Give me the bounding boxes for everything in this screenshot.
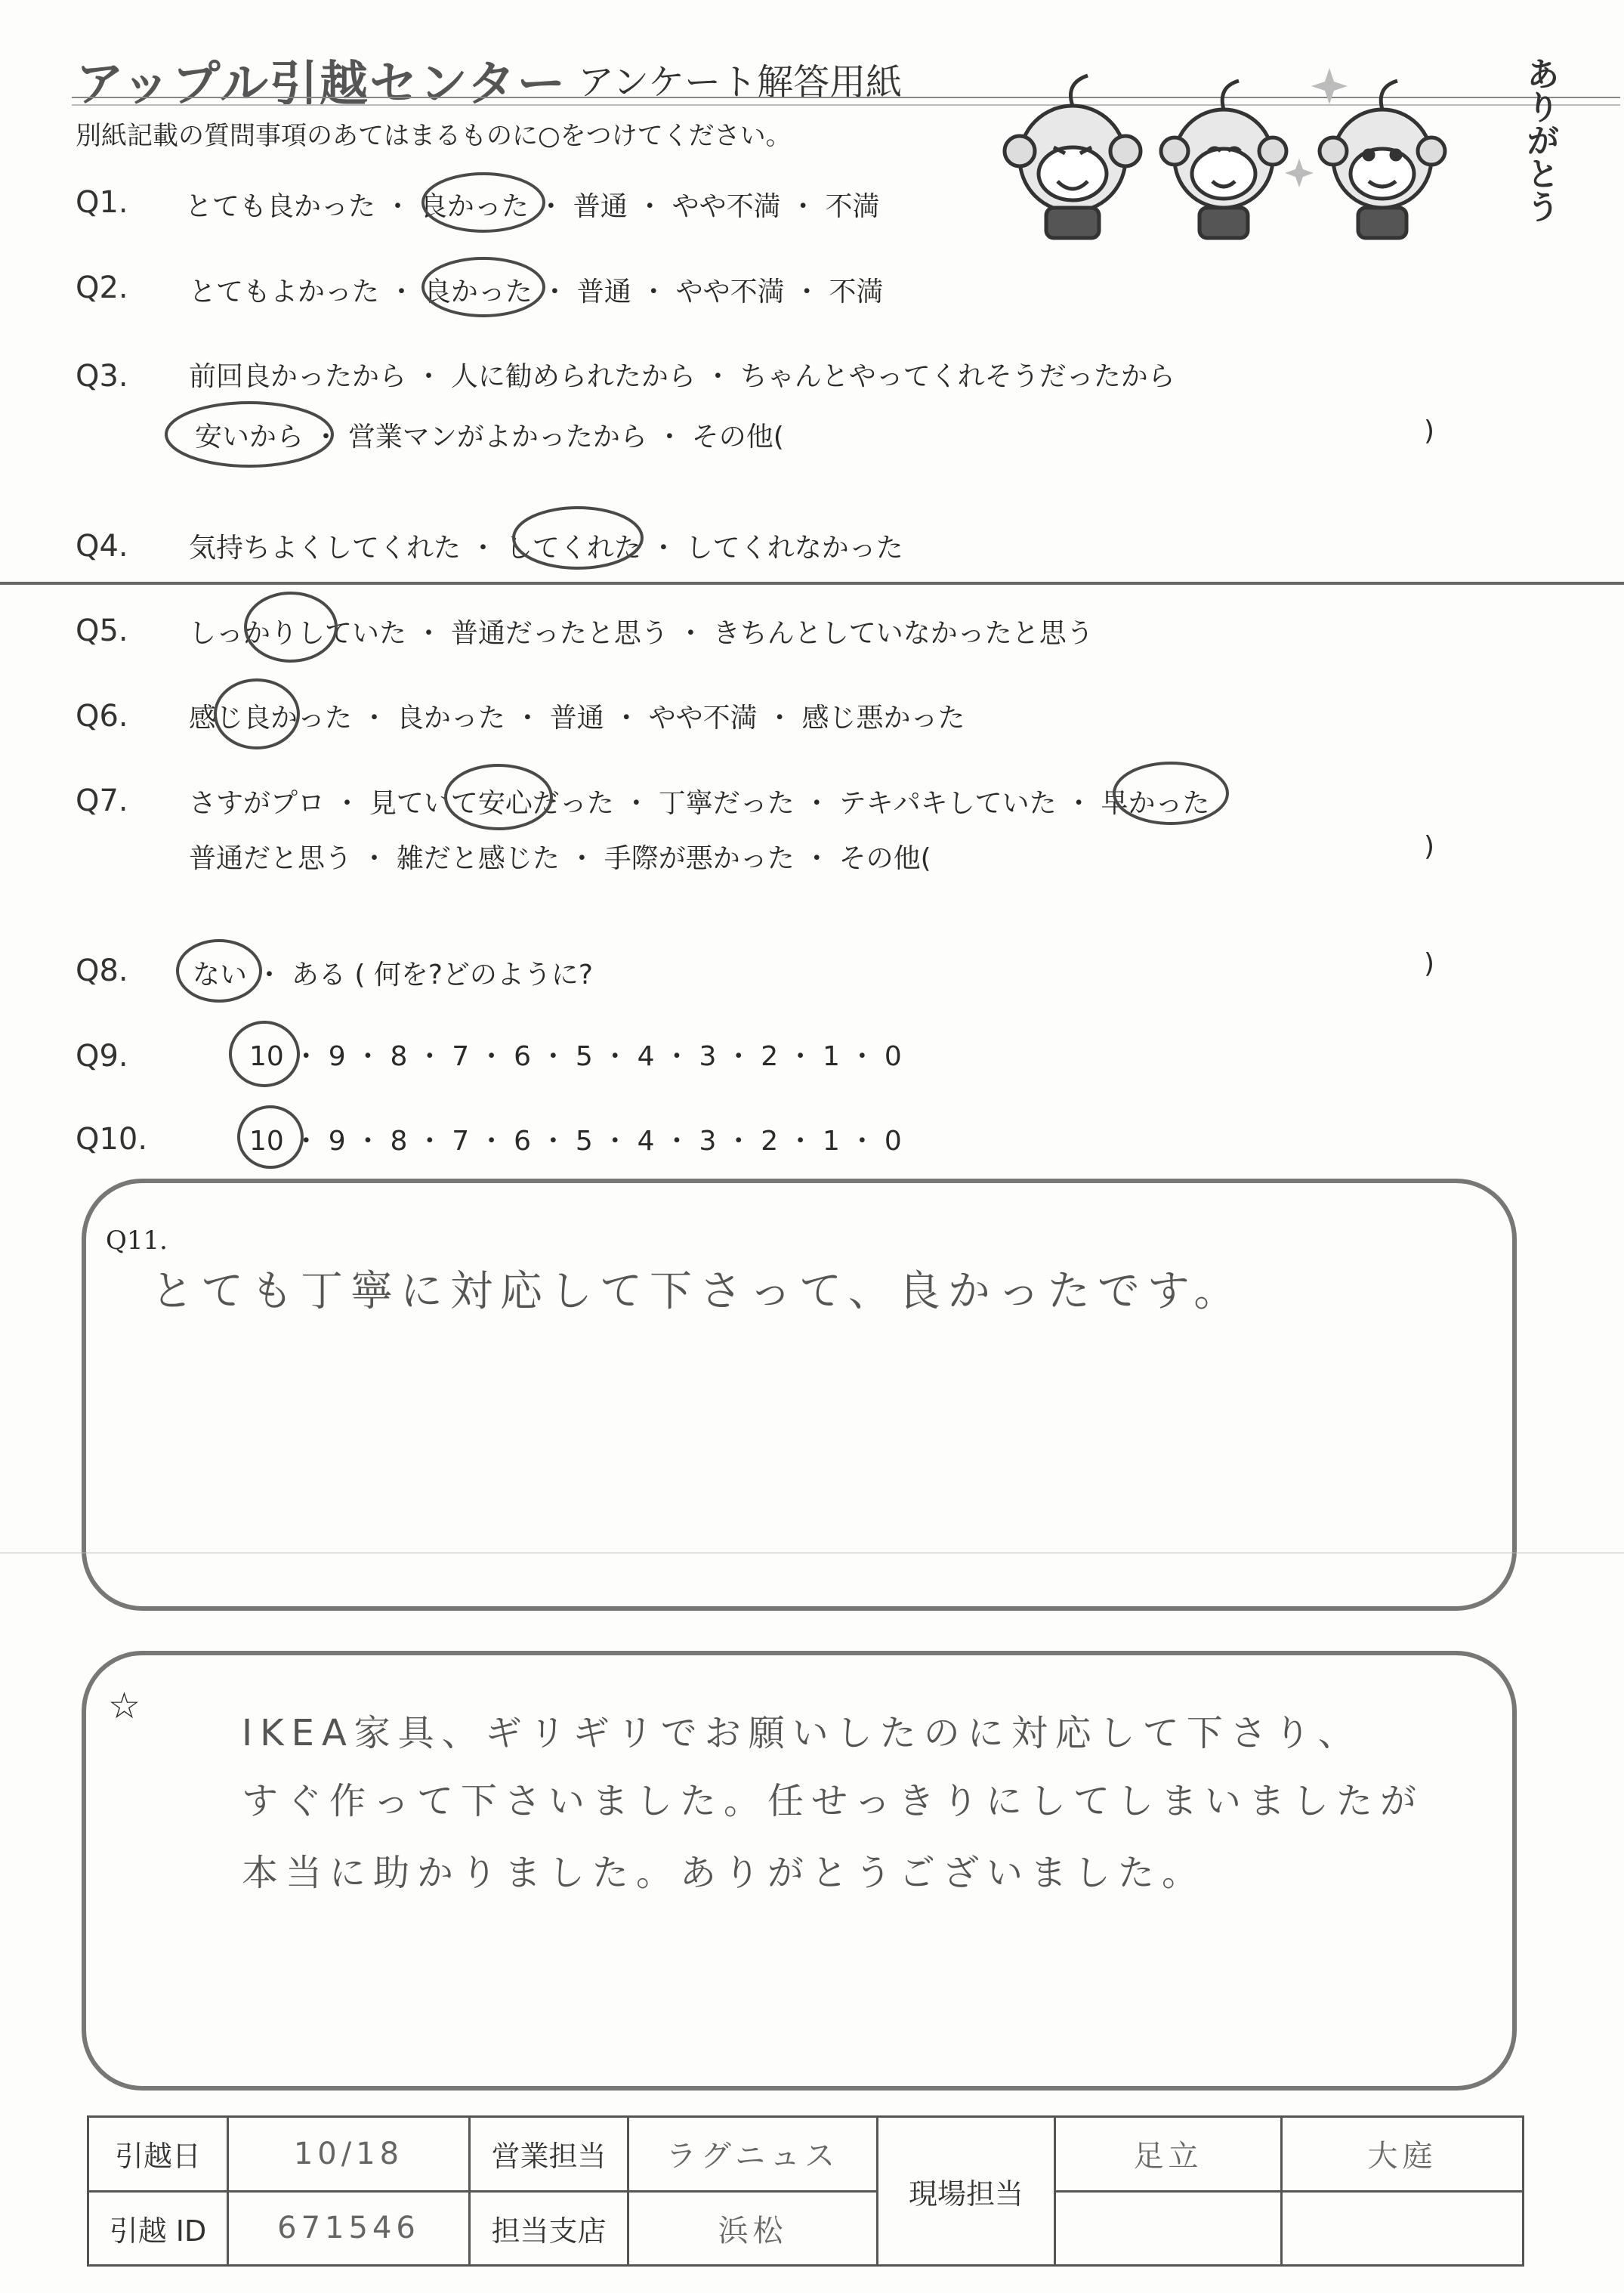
comment-line-3: 本当に助かりました。ありがとうございました。	[242, 1852, 1206, 1894]
site-staff-label: 現場担当	[878, 2117, 1055, 2266]
q7-options-line2: 普通だと思う ・ 雑だと感じた ・ 手際が悪かった ・ その他(	[189, 843, 931, 874]
q7-circle-mark-1	[446, 765, 551, 829]
q6-label: Q6.	[76, 699, 128, 734]
sales-rep-label: 営業担当	[470, 2117, 628, 2192]
q1-label: Q1.	[76, 185, 128, 220]
q9-label: Q9.	[76, 1039, 128, 1074]
q7-close-paren: )	[1424, 831, 1435, 862]
q6-options: 感じ良かった ・ 良かった ・ 普通 ・ やや不満 ・ 感じ悪かった	[189, 703, 965, 734]
comment-line-1: IKEA家具、ギリギリでお願いしたのに対応して下さり、	[242, 1712, 1362, 1754]
move-date-value: 10/18	[228, 2117, 470, 2192]
move-date-label: 引越日	[88, 2117, 228, 2192]
footer-info-table	[87, 2115, 1524, 2267]
comment-line-2: すぐ作って下さいました。任せっきりにしてしまいましたが	[242, 1780, 1425, 1822]
form-title: アンケート解答用紙	[578, 61, 903, 104]
q7-label: Q7.	[76, 783, 128, 818]
q10-options: 10 ・ 9 ・ 8 ・ 7 ・ 6 ・ 5 ・ 4 ・ 3 ・ 2 ・ 1 ・ 0	[249, 1126, 902, 1157]
q1-circle-mark	[423, 174, 544, 231]
q4-label: Q4.	[76, 529, 128, 564]
q1-options: とても良かった ・ 良かった ・ 普通 ・ やや不満 ・ 不満	[185, 191, 880, 222]
q3-options-line1: 前回良かったから ・ 人に勧められたから ・ ちゃんとやってくれそうだったから	[189, 361, 1175, 392]
q8-close-paren: )	[1424, 948, 1435, 979]
branch-value: 浜松	[628, 2191, 878, 2266]
q9-circle-mark	[230, 1022, 298, 1086]
sales-rep-value: ラグニュス	[628, 2117, 878, 2192]
q8-circle-mark	[178, 941, 261, 1001]
q3-close-paren: )	[1424, 416, 1435, 447]
q4-circle-mark	[514, 508, 642, 568]
site-staff-empty-cell-1	[1055, 2191, 1282, 2266]
q5-label: Q5.	[76, 613, 128, 648]
q10-label: Q10.	[76, 1122, 148, 1157]
q6-circle-mark	[215, 680, 298, 748]
q11-answer-text: とても丁寧に対応して下さって、良かったです。	[151, 1267, 1244, 1316]
q2-circle-mark	[423, 258, 544, 316]
move-id-label: 引越 ID	[88, 2191, 228, 2266]
q5-options: しっかりしていた ・ 普通だったと思う ・ きちんとしていなかったと思う	[189, 618, 1094, 649]
company-name: アップル引越センター	[76, 57, 567, 113]
mascot-caption: ありがとう	[1521, 57, 1559, 223]
q7-circle-mark-2	[1114, 763, 1227, 824]
site-staff-1-value: 足立	[1055, 2117, 1282, 2192]
site-staff-2-value: 大庭	[1282, 2117, 1524, 2192]
move-id-value: 671546	[228, 2191, 470, 2266]
star-icon: ☆	[108, 1685, 141, 1727]
q11-label: Q11.	[106, 1225, 168, 1256]
instruction-text: 別紙記載の質問事項のあてはまるものに○をつけてください。	[76, 121, 792, 151]
q3-options-line2: 安いから ・ 営業マンがよかったから ・ その他(	[195, 422, 784, 453]
q3-label: Q3.	[76, 359, 128, 394]
q8-label: Q8.	[76, 953, 128, 988]
q10-circle-mark	[239, 1107, 302, 1167]
site-staff-empty-cell-2	[1282, 2191, 1524, 2266]
q2-label: Q2.	[76, 270, 128, 305]
q9-options: 10 ・ 9 ・ 8 ・ 7 ・ 6 ・ 5 ・ 4 ・ 3 ・ 2 ・ 1 ・ 0	[249, 1041, 902, 1072]
q5-circle-mark	[245, 593, 336, 661]
q11-answer-box	[82, 1179, 1517, 1611]
q3-circle-mark	[166, 403, 332, 466]
q8-options: ない ・ ある ( 何を?どのように?	[193, 960, 594, 990]
q4-options: 気持ちよくしてくれた ・ してくれた ・ してくれなかった	[189, 533, 903, 564]
q2-options: とてもよかった ・ 良かった ・ 普通 ・ やや不満 ・ 不満	[189, 277, 884, 307]
q7-options-line1: さすがプロ ・ 見ていて安心だった ・ 丁寧だった ・ テキパキしていた ・ 早かった	[189, 788, 1210, 819]
branch-label: 担当支店	[470, 2191, 628, 2266]
